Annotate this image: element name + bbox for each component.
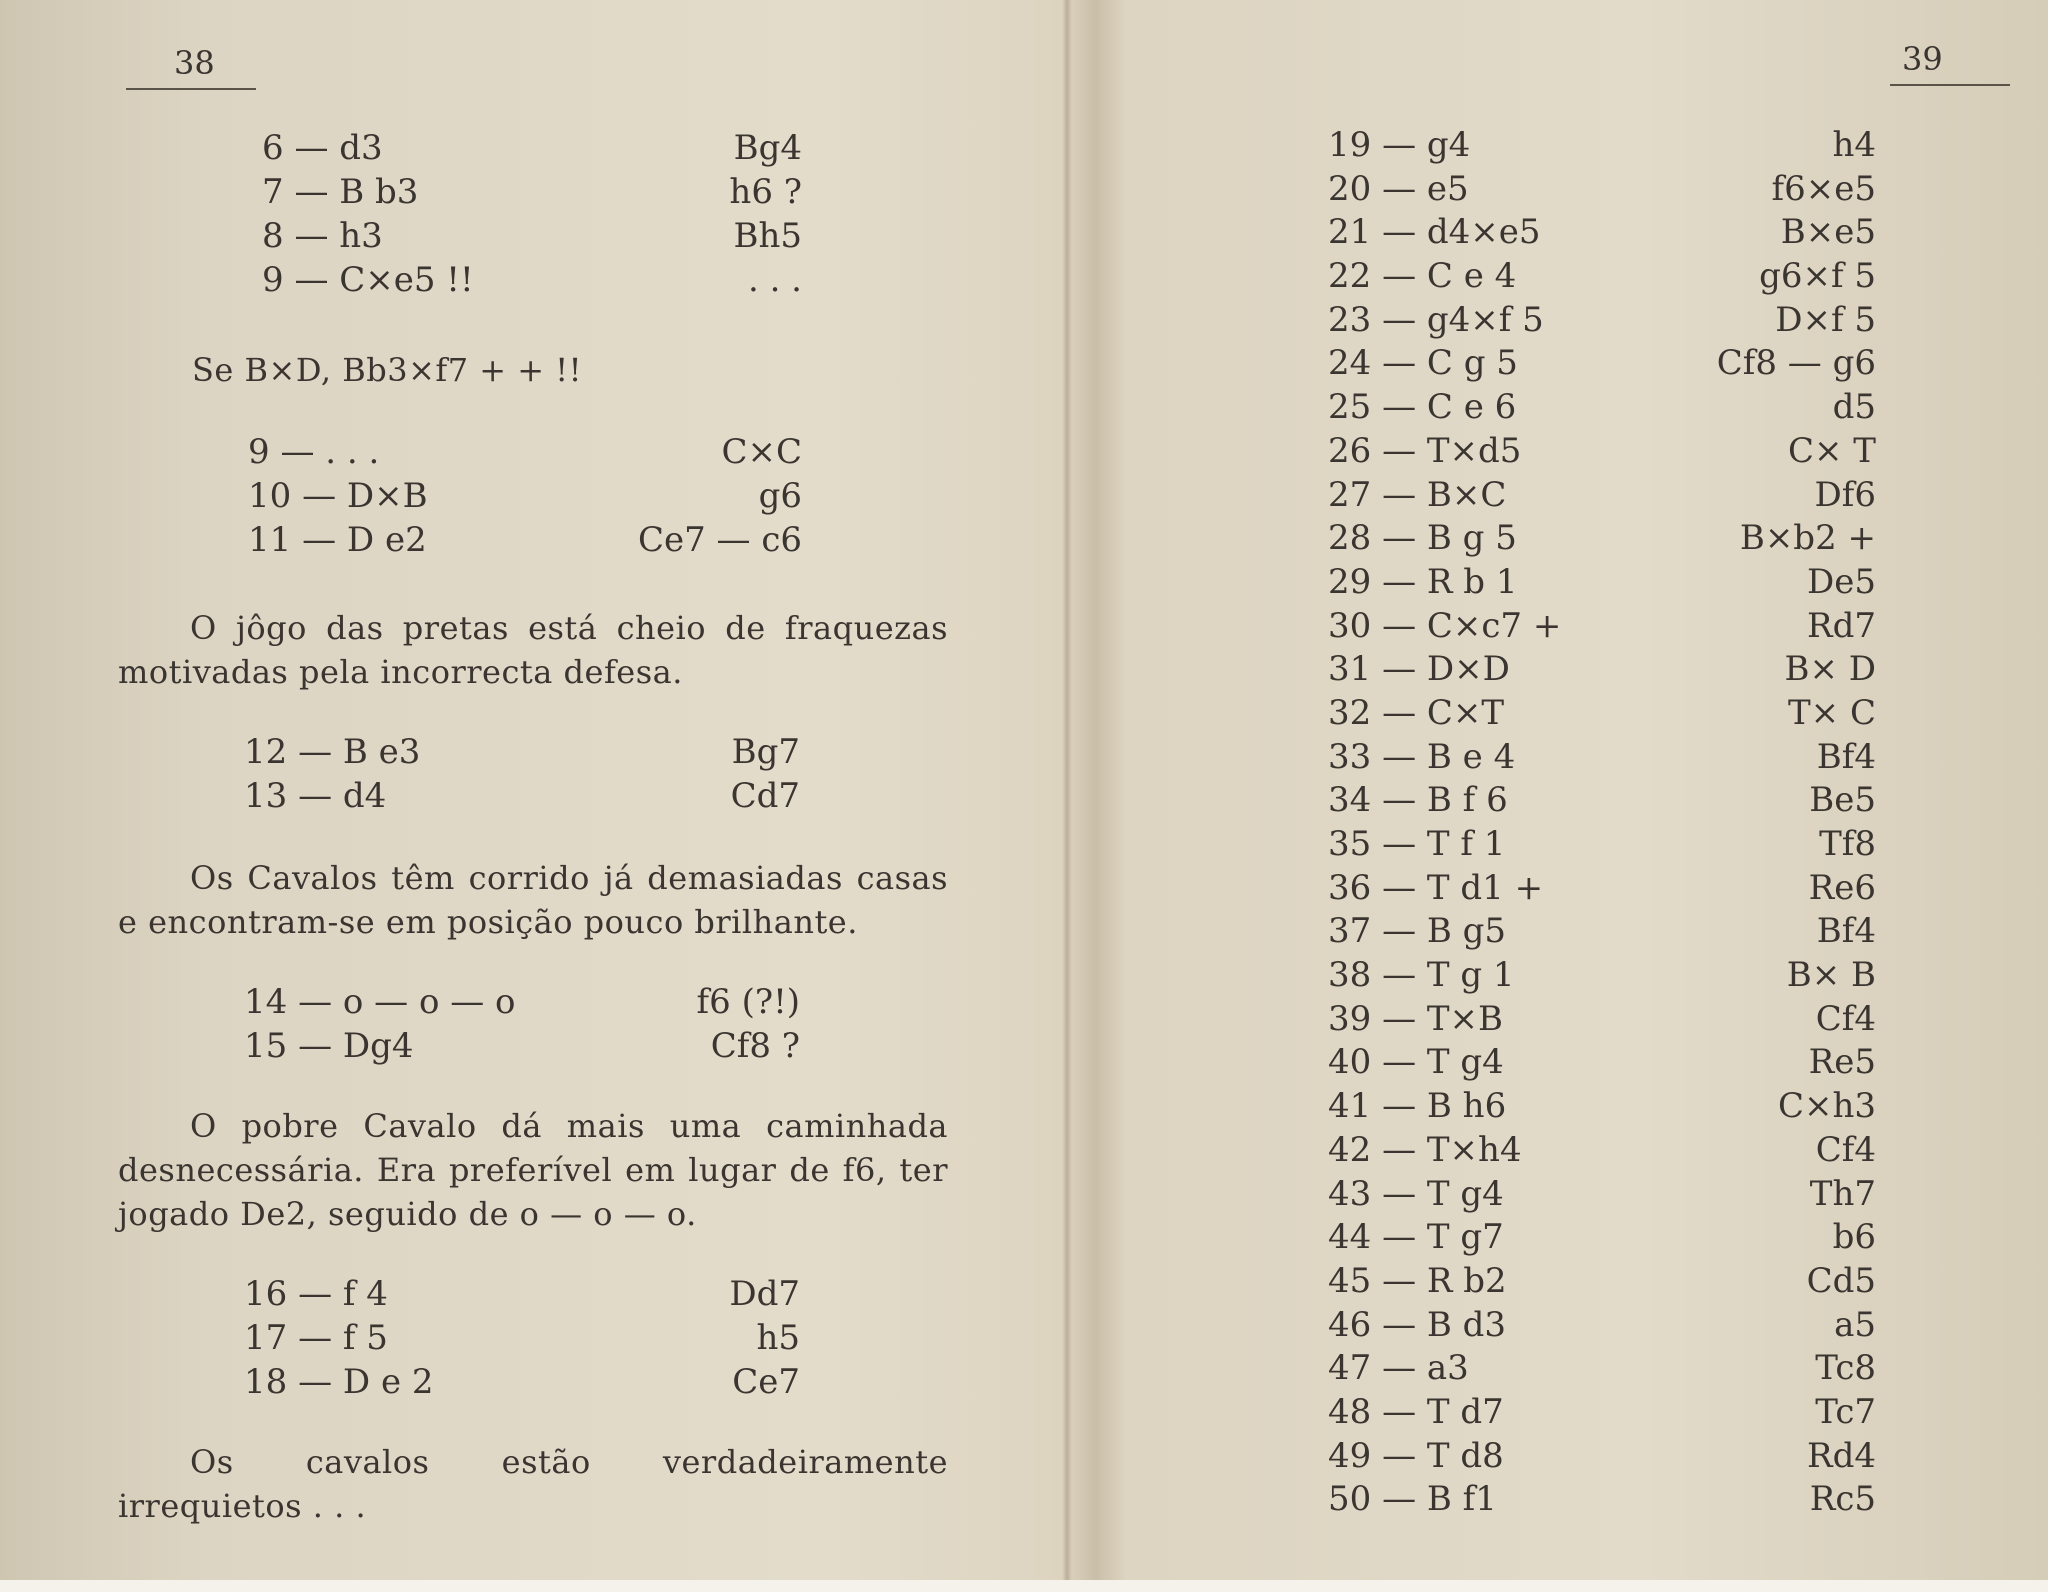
black-move: B× D [1784,649,1876,690]
move-row [1328,1304,1876,1348]
move-row [1328,1260,1876,1304]
white-move: 44 — T g7 [1328,1217,1504,1258]
move-list [244,730,800,818]
black-move: g6 [758,476,802,516]
page-number: 39 [1890,40,2010,86]
move-row [244,1316,800,1360]
black-move: Df6 [1814,474,1876,515]
black-move: Dd7 [729,1274,800,1314]
move-row [1328,736,1876,780]
black-move: C×h3 [1777,1086,1876,1127]
move-row [244,980,800,1024]
white-move: 15 — Dg4 [244,1026,414,1066]
black-move: Ce7 [732,1362,800,1402]
white-move: 18 — D e 2 [244,1362,434,1402]
move-row [1328,1041,1876,1085]
black-move: Cf4 [1815,1129,1876,1170]
move-row [1328,605,1876,649]
move-row [248,518,802,562]
white-move: 10 — D×B [248,476,428,516]
move-row [1328,823,1876,867]
black-move: d5 [1832,387,1876,428]
move-row [244,1024,800,1068]
black-move: f6×e5 [1771,168,1876,209]
white-move: 43 — T g4 [1328,1173,1504,1214]
black-move: g6×f 5 [1759,256,1876,297]
white-move: 31 — D×D [1328,649,1510,690]
white-move: 20 — e5 [1328,168,1469,209]
black-move: Re6 [1808,867,1876,908]
black-move: Bh5 [733,216,802,256]
white-move: 33 — B e 4 [1328,736,1516,777]
annotation-note: Se B×D, Bb3×f7 + + !! [192,351,582,389]
paragraph-text: Os Cavalos têm corrido já demasiadas casas e encontram-se em posição pouco brilhante. [118,859,948,941]
black-move: Cf8 — g6 [1716,343,1876,384]
white-move: 7 — B b3 [262,172,419,212]
black-move: Rc5 [1809,1479,1876,1520]
black-move: B× B [1786,955,1876,996]
black-move: B×e5 [1780,212,1876,253]
move-row [1328,1347,1876,1391]
move-row [1328,255,1876,299]
white-move: 29 — R b 1 [1328,561,1518,602]
white-move: 17 — f 5 [244,1318,388,1358]
white-move: 35 — T f 1 [1328,824,1506,864]
move-list [244,980,800,1068]
black-move: Cf8 ? [710,1026,800,1066]
white-move: 9 — C×e5 !! [262,260,474,300]
move-row [1328,1478,1876,1522]
move-row [1328,1435,1876,1479]
move-row [1328,1216,1876,1260]
black-move: D×f 5 [1775,299,1876,340]
move-row [1328,648,1876,692]
white-move: 34 — B f 6 [1328,780,1508,821]
move-row [1328,124,1876,168]
white-move: 19 — g4 [1328,125,1471,165]
move-row [1328,211,1876,255]
white-move: 36 — T d1 + [1328,867,1544,908]
white-move: 26 — T×d5 [1328,430,1522,471]
commentary-paragraph [118,606,948,694]
black-move: Cd5 [1806,1260,1876,1301]
move-row [262,258,802,302]
move-list [262,126,802,302]
white-move: 42 — T×h4 [1328,1129,1522,1170]
move-row [262,126,802,170]
white-move: 30 — C×c7 + [1328,605,1562,646]
black-move: a5 [1834,1304,1876,1345]
move-row [248,430,802,474]
move-row [1328,1173,1876,1217]
black-move: Ce7 — c6 [637,520,802,560]
white-move: 13 — d4 [244,776,387,816]
black-move: Rd4 [1807,1435,1876,1476]
black-move: Be5 [1809,780,1876,821]
move-row [1328,954,1876,998]
commentary-paragraph [118,1440,948,1528]
move-row [1328,561,1876,605]
move-list [244,1272,800,1404]
black-move: Tc8 [1815,1348,1876,1389]
black-move: Bf4 [1816,736,1876,777]
move-row [1328,474,1876,518]
white-move: 40 — T g4 [1328,1042,1504,1083]
white-move: 47 — a3 [1328,1348,1469,1389]
black-move: Tc7 [1815,1391,1876,1432]
commentary-paragraph [118,856,948,944]
black-move: Bf4 [1816,911,1876,952]
white-move: 45 — R b2 [1328,1260,1507,1301]
move-list [1328,124,1876,1522]
black-move: B×b2 + [1739,518,1876,559]
black-move: h5 [756,1318,800,1358]
white-move: 38 — T g 1 [1328,955,1515,996]
white-move: 21 — d4×e5 [1328,212,1541,253]
black-move: Bg7 [731,732,800,772]
black-move: f6 (?!) [696,982,800,1022]
move-row [1328,998,1876,1042]
black-move: De5 [1806,561,1876,602]
page-number: 38 [126,44,256,90]
black-move: Cf4 [1815,998,1876,1039]
move-row [1328,867,1876,911]
black-move: Cd7 [730,776,800,816]
white-move: 23 — g4×f 5 [1328,299,1544,340]
black-move: . . . [747,260,802,300]
move-row [1328,517,1876,561]
move-row [244,1272,800,1316]
black-move: T× C [1788,692,1876,733]
white-move: 24 — C g 5 [1328,343,1518,384]
black-move: C×C [721,432,802,472]
black-move: h6 ? [729,172,802,212]
move-row [1328,1129,1876,1173]
white-move: 37 — B g5 [1328,911,1507,952]
black-move: C× T [1788,430,1876,471]
black-move: h4 [1832,125,1876,165]
commentary-paragraph [118,1104,948,1236]
paragraph-text: O jôgo das pretas está cheio de fraquezas motivadas pela incorrecta defesa. [118,609,948,691]
white-move: 12 — B e3 [244,732,421,772]
move-row [1328,1085,1876,1129]
move-row [244,730,800,774]
black-move: Rd7 [1807,605,1876,646]
white-move: 16 — f 4 [244,1274,388,1314]
move-row [244,774,800,818]
move-list [248,430,802,562]
move-row [1328,910,1876,954]
paragraph-text: Os cavalos estão verdadeiramente irrequietos . . . [118,1443,948,1525]
white-move: 14 — o — o — o [244,982,516,1022]
white-move: 50 — B f1 [1328,1479,1497,1520]
black-move: Bg4 [733,128,802,168]
white-move: 41 — B h6 [1328,1086,1507,1127]
move-row [262,170,802,214]
white-move: 48 — T d7 [1328,1391,1504,1432]
white-move: 39 — T×B [1328,998,1504,1039]
move-row [1328,168,1876,212]
move-row [262,214,802,258]
white-move: 11 — D e2 [248,520,427,560]
paragraph-text: O pobre Cavalo dá mais uma caminhada desnecessária. Era preferível em lugar de f6, ter jogado De2, seguido de o — o — o. [118,1107,948,1233]
white-move: 8 — h3 [262,216,383,256]
black-move: b6 [1832,1217,1876,1258]
white-move: 28 — B g 5 [1328,518,1517,559]
move-row [1328,1391,1876,1435]
move-row [1328,299,1876,343]
move-row [1328,692,1876,736]
white-move: 6 — d3 [262,128,383,168]
white-move: 46 — B d3 [1328,1304,1507,1345]
move-row [248,474,802,518]
white-move: 32 — C×T [1328,692,1505,733]
page-bottom-edge [0,1580,2048,1592]
black-move: Tf8 [1819,824,1876,864]
move-row [1328,386,1876,430]
white-move: 9 — . . . [248,432,380,472]
white-move: 25 — C e 6 [1328,387,1517,428]
move-row [1328,342,1876,386]
black-move: Th7 [1809,1173,1876,1214]
move-row [244,1360,800,1404]
move-row [1328,779,1876,823]
white-move: 49 — T d8 [1328,1435,1504,1476]
black-move: Re5 [1808,1042,1876,1083]
move-row [1328,430,1876,474]
white-move: 27 — B×C [1328,474,1507,515]
white-move: 22 — C e 4 [1328,256,1517,297]
